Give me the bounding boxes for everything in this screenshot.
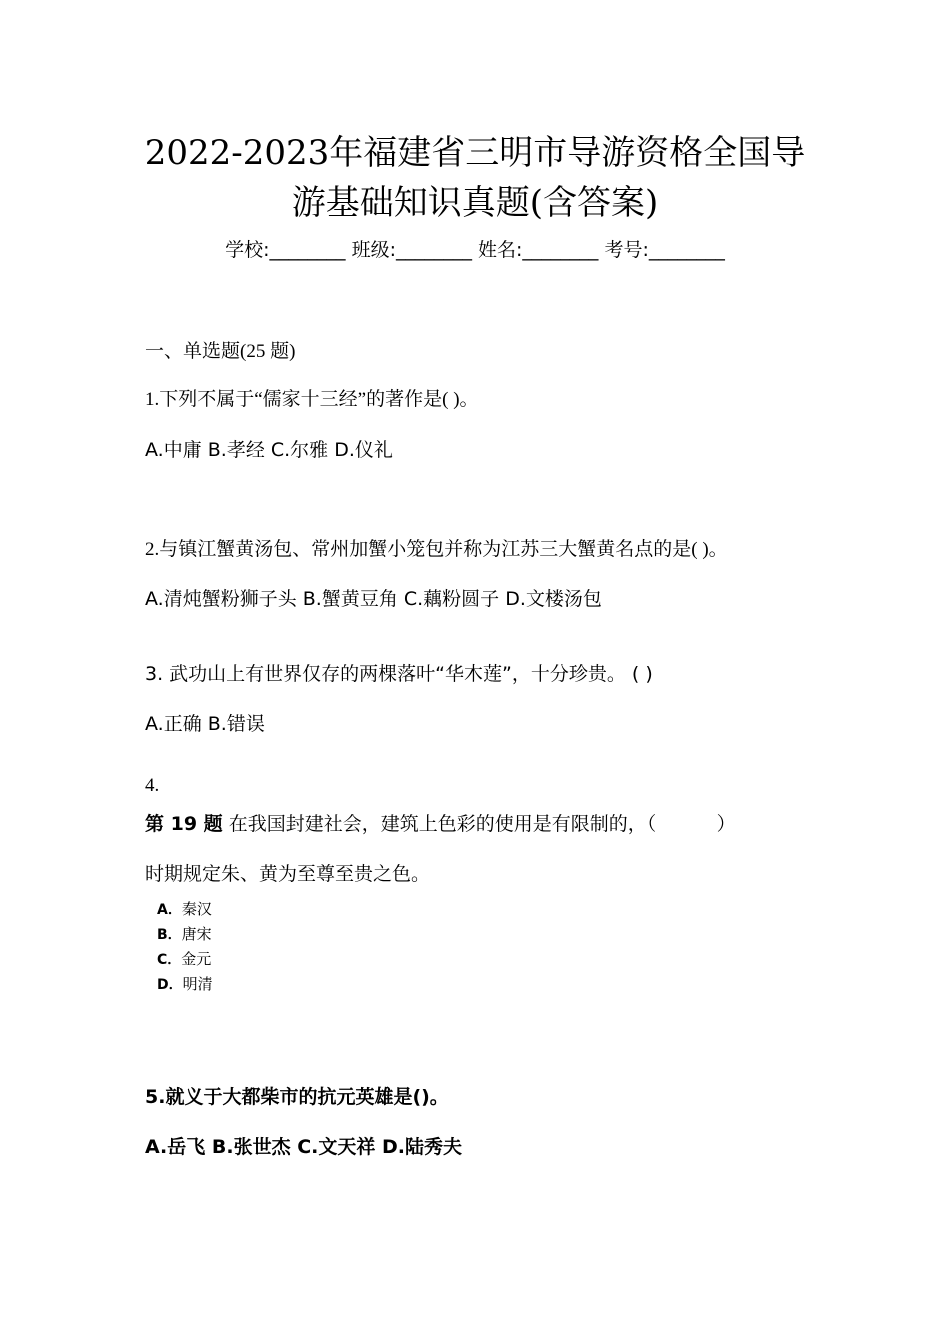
question-2-stem: 2.与镇江蟹黄汤包、常州加蟹小笼包并称为江苏三大蟹黄名点的是( )。 — [145, 539, 728, 560]
question-2-options: A.清炖蟹粉狮子头 B.蟹黄豆角 C.藕粉圆子 D.文楼汤包 — [145, 588, 602, 610]
question-3-options: A.正确 B.错误 — [145, 713, 265, 735]
document-title-line2: 游基础知识真题(含答案) — [291, 183, 659, 223]
question-4-option-d: D．明清 — [157, 975, 213, 993]
question-4-option-c: C．金元 — [157, 950, 212, 968]
question-4-stem-line1 — [145, 810, 736, 838]
question-1-options: A.中庸 B.孝经 C.尔雅 D.仪礼 — [145, 439, 393, 461]
question-4-options — [157, 897, 213, 997]
question-4-option-b: B．唐宋 — [157, 925, 212, 943]
question-5-options: A.岳飞 B.张世杰 C.文天祥 D.陆秀夫 — [145, 1136, 462, 1158]
question-4-option-a: A．秦汉 — [157, 900, 212, 918]
section-heading: 一、单选题(25 题) — [145, 341, 296, 362]
question-5-stem: 5.就义于大都柴市的抗元英雄是()。 — [145, 1086, 449, 1108]
question-4-label: 第 19 题 — [145, 813, 223, 835]
student-info-line: 学校:________ 班级:________ 姓名:________ 考号:________ — [225, 239, 725, 261]
document-title-line1: 2022-2023年福建省三明市导游资格全国导 — [144, 133, 806, 173]
question-3-stem: 3. 武功山上有世界仅存的两棵落叶“华木莲”，十分珍贵。 ( ) — [145, 663, 653, 685]
question-4-number: 4. — [145, 775, 160, 796]
question-1-stem: 1.下列不属于“儒家十三经”的著作是( )。 — [145, 389, 479, 410]
question-4-stem-part1: 在我国封建社会，建筑上色彩的使用是有限制的，（ ） — [222, 813, 736, 835]
question-4-stem-line2: 时期规定朱、黄为至尊至贵之色。 — [145, 863, 431, 885]
